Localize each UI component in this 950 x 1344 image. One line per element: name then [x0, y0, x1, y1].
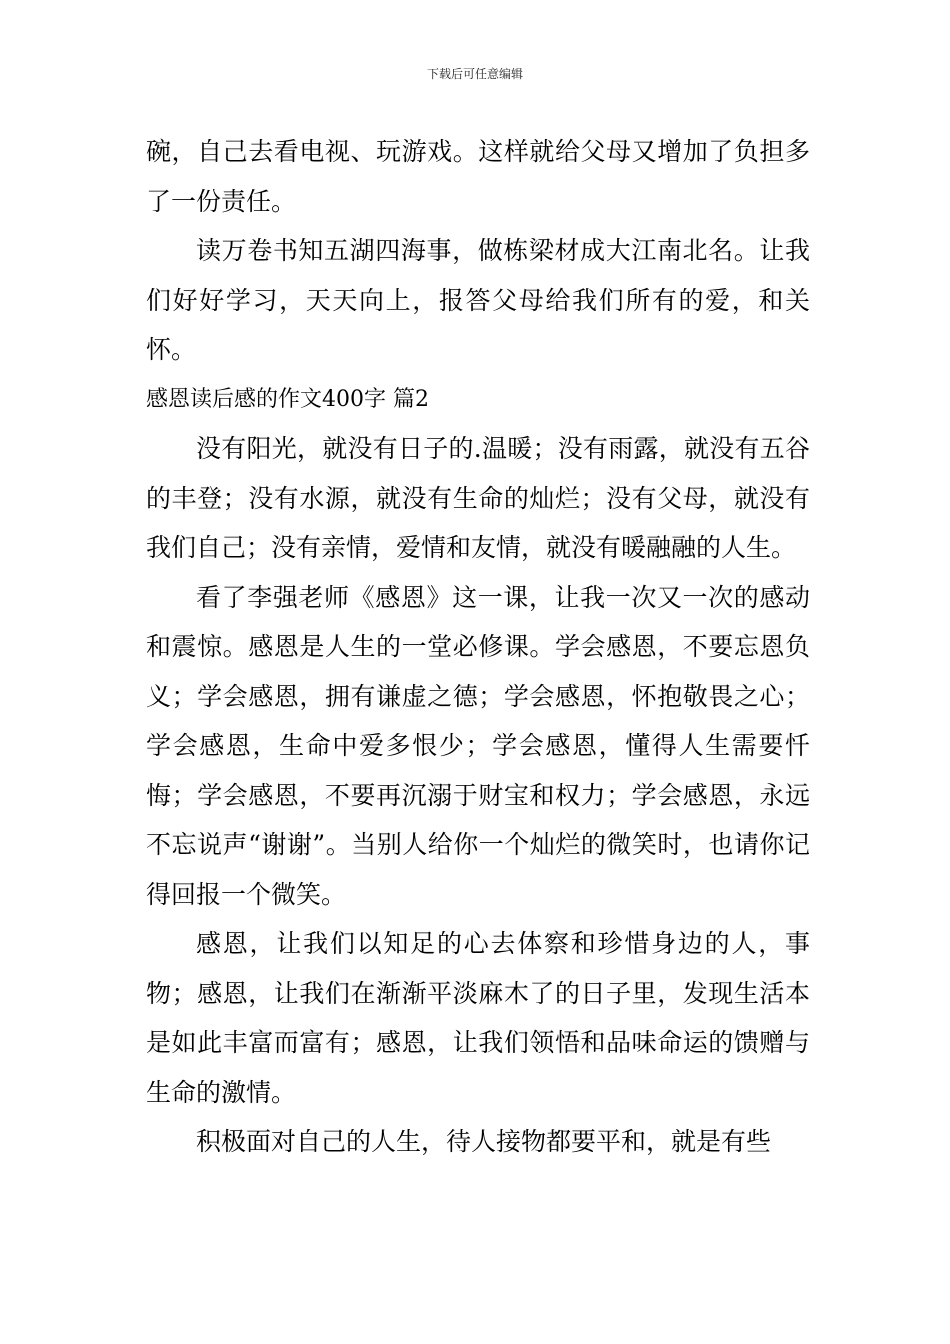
document-body	[146, 127, 810, 1167]
paragraph-continuation: 碗，自己去看电视、玩游戏。这样就给父母又增加了负担多了一份责任。	[146, 137, 810, 216]
page-header-note: 下载后可任意编辑	[426, 67, 523, 81]
paragraph: 没有阳光，就没有日子的.温暖；没有雨露，就没有五谷的丰登；没有水源，就没有生命的灿烂；没有父母，就没有我们自己；没有亲情，爱情和友情，就没有暖融融的人生。	[146, 434, 810, 562]
paragraph: 看了李强老师《感恩》这一课，让我一次又一次的感动和震惊。感恩是人生的一堂必修课。学会感恩，不要忘恩负义；学会感恩，拥有谦虚之德；学会感恩，怀抱敬畏之心；学会感恩，生命中爱多恨少；学会感恩，懂得人生需要忏悔；学会感恩，不要再沉溺于财宝和权力；学会感恩，永远不忘说声“谢谢”。当别人给你一个灿烂的微笑时，也请你记得回报一个微笑。	[146, 582, 810, 909]
paragraph: 读万卷书知五湖四海事，做栋梁材成大江南北名。让我们好好学习，天天向上，报答父母给我们所有的爱，和关怀。	[146, 236, 810, 364]
paragraph: 积极面对自己的人生，待人接物都要平和，就是有些	[196, 1127, 772, 1156]
paragraph: 感恩，让我们以知足的心去体察和珍惜身边的人，事物；感恩，让我们在渐渐平淡麻木了的日子里，发现生活本是如此丰富而富有；感恩，让我们领悟和品味命运的馈赠与生命的激情。	[146, 929, 810, 1107]
section-heading: 感恩读后感的作文400字 篇2	[146, 386, 429, 412]
